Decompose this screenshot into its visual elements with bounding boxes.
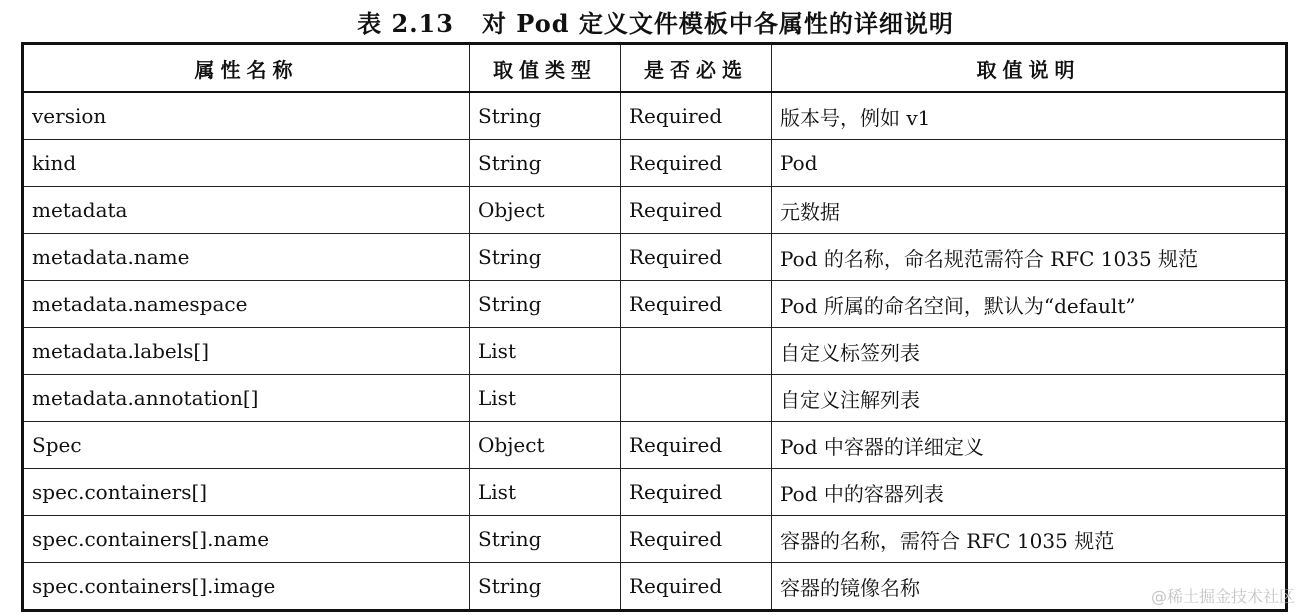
table-row <box>23 234 1287 281</box>
cell-value-type: Object <box>470 187 621 234</box>
cell-value-type: Object <box>470 422 621 469</box>
cell-attribute-name: spec.containers[] <box>23 469 470 516</box>
header-attribute-name: 属性名称 <box>23 44 470 93</box>
cell-required <box>621 375 772 422</box>
cell-description: Pod <box>772 140 1287 187</box>
cell-required <box>621 328 772 375</box>
cell-attribute-name: Spec <box>23 422 470 469</box>
header-value-type: 取值类型 <box>470 44 621 93</box>
cell-description: 版本号，例如 v1 <box>772 92 1287 140</box>
cell-value-type: String <box>470 563 621 611</box>
cell-attribute-name: spec.containers[].name <box>23 516 470 563</box>
table-row <box>23 563 1287 611</box>
cell-attribute-name: metadata.labels[] <box>23 328 470 375</box>
cell-value-type: List <box>470 328 621 375</box>
cell-description: 元数据 <box>772 187 1287 234</box>
cell-attribute-name: kind <box>23 140 470 187</box>
cell-value-type: String <box>470 516 621 563</box>
cell-description: Pod 所属的命名空间，默认为“default” <box>772 281 1287 328</box>
table-title: 对 Pod 定义文件模板中各属性的详细说明 <box>481 9 954 38</box>
cell-required: Required <box>621 92 772 140</box>
cell-attribute-name: metadata <box>23 187 470 234</box>
cell-attribute-name: metadata.namespace <box>23 281 470 328</box>
cell-value-type: String <box>470 140 621 187</box>
cell-required: Required <box>621 281 772 328</box>
table-row <box>23 187 1287 234</box>
table-row <box>23 422 1287 469</box>
watermark: @稀土掘金技术社区 <box>1150 587 1295 606</box>
cell-value-type: String <box>470 92 621 140</box>
table-row <box>23 469 1287 516</box>
table-row <box>23 516 1287 563</box>
cell-required: Required <box>621 140 772 187</box>
cell-attribute-name: version <box>23 92 470 140</box>
cell-description: 容器的镜像名称 <box>772 563 1287 611</box>
table-row <box>23 281 1287 328</box>
cell-attribute-name: spec.containers[].image <box>23 563 470 611</box>
table-row <box>23 375 1287 422</box>
cell-attribute-name: metadata.annotation[] <box>23 375 470 422</box>
cell-required: Required <box>621 469 772 516</box>
cell-value-type: String <box>470 234 621 281</box>
table-caption <box>0 4 1311 39</box>
table-row <box>23 328 1287 375</box>
table-number: 表 2.13 <box>357 9 454 38</box>
cell-value-type: String <box>470 281 621 328</box>
cell-description: Pod 中的容器列表 <box>772 469 1287 516</box>
cell-required: Required <box>621 516 772 563</box>
cell-value-type: List <box>470 375 621 422</box>
table-row <box>23 92 1287 140</box>
header-description: 取值说明 <box>772 44 1287 93</box>
cell-description: Pod 中容器的详细定义 <box>772 422 1287 469</box>
table-header-row <box>23 44 1287 93</box>
header-required: 是否必选 <box>621 44 772 93</box>
table-row <box>23 140 1287 187</box>
cell-description: 自定义标签列表 <box>772 328 1287 375</box>
cell-description: Pod 的名称，命名规范需符合 RFC 1035 规范 <box>772 234 1287 281</box>
cell-description: 容器的名称，需符合 RFC 1035 规范 <box>772 516 1287 563</box>
cell-required: Required <box>621 234 772 281</box>
cell-attribute-name: metadata.name <box>23 234 470 281</box>
cell-required: Required <box>621 563 772 611</box>
cell-description: 自定义注解列表 <box>772 375 1287 422</box>
cell-required: Required <box>621 187 772 234</box>
cell-required: Required <box>621 422 772 469</box>
pod-attributes-table <box>21 42 1288 612</box>
cell-value-type: List <box>470 469 621 516</box>
